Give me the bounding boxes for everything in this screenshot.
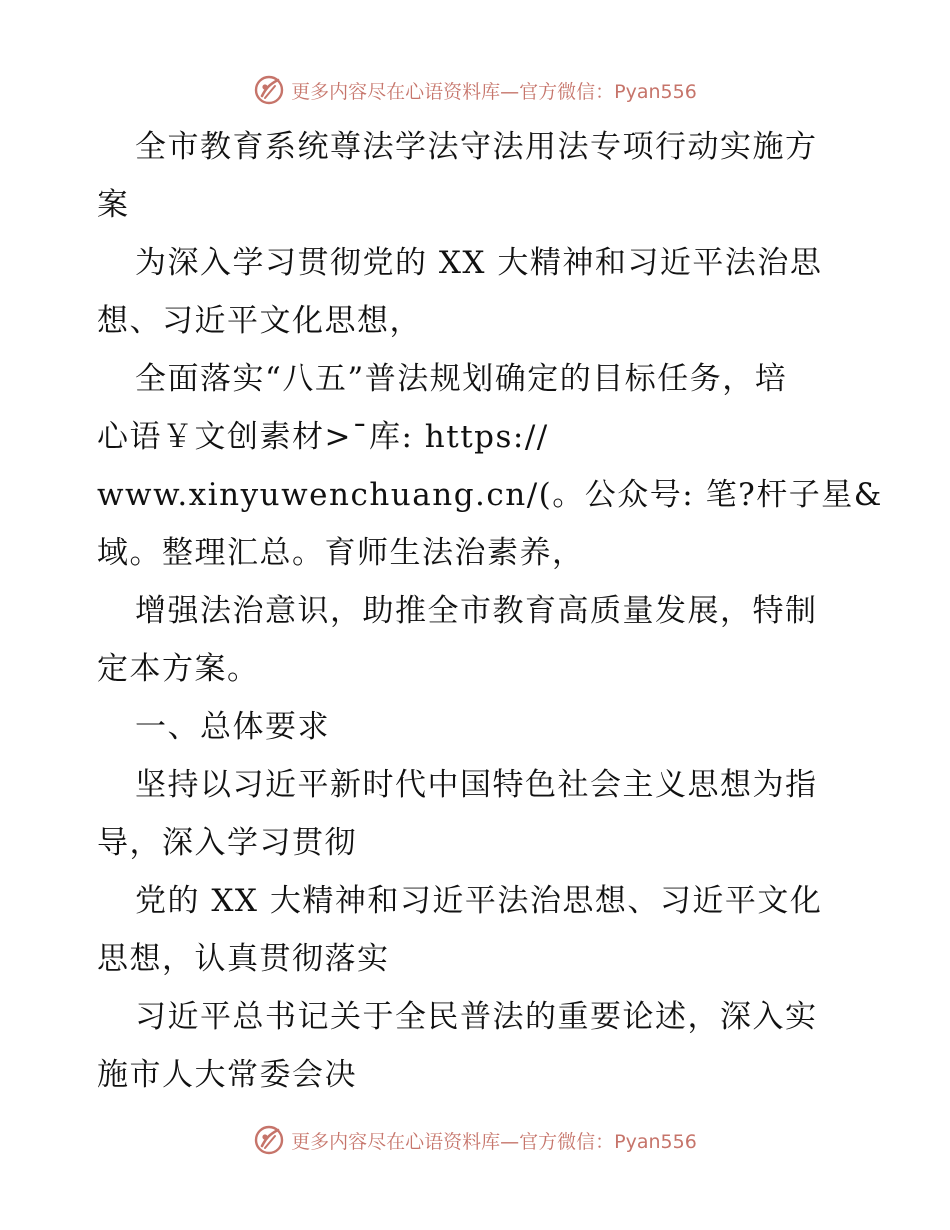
logo-icon <box>253 74 285 106</box>
paragraph-line: 全市教育系统尊法学法守法用法专项行动实施方 <box>135 129 818 165</box>
paragraph-line: 心语￥文创素材>¯库: https:// <box>97 419 549 455</box>
header-banner <box>0 70 950 110</box>
paragraph-line: 为深入学习贯彻党的 XX 大精神和习近平法治思 <box>135 245 823 281</box>
paragraph-line: 党的 XX 大精神和习近平法治思想、习近平文化 <box>135 883 823 919</box>
footer-banner <box>0 1120 950 1160</box>
paragraph-line: 导，深入学习贯彻 <box>97 825 357 861</box>
document-body <box>97 118 883 1104</box>
paragraph-line: www.xinyuwenchuang.cn/(。公众号: 笔?杆子星& <box>97 477 883 513</box>
logo-icon <box>253 1124 285 1156</box>
paragraph-line: 案 <box>97 187 130 223</box>
paragraph-line: 施市人大常委会决 <box>97 1057 357 1093</box>
paragraph-line: 想、习近平文化思想， <box>97 303 422 339</box>
paragraph-line: 定本方案。 <box>97 651 260 687</box>
header-banner-text: 更多内容尽在心语资料库—官方微信：Pyan556 <box>291 80 697 103</box>
footer-banner-text: 更多内容尽在心语资料库—官方微信：Pyan556 <box>291 1130 697 1153</box>
paragraph-line: 习近平总书记关于全民普法的重要论述，深入实 <box>135 999 818 1035</box>
paragraph-line: 域。整理汇总。育师生法治素养， <box>97 535 585 571</box>
section-heading: 一、总体要求 <box>135 709 330 745</box>
paragraph-line: 思想，认真贯彻落实 <box>97 941 390 977</box>
paragraph-line: 增强法治意识，助推全市教育高质量发展，特制 <box>135 593 818 629</box>
paragraph-line: 全面落实“八五”普法规划确定的目标任务，培 <box>135 361 788 397</box>
paragraph-line: 坚持以习近平新时代中国特色社会主义思想为指 <box>135 767 818 803</box>
